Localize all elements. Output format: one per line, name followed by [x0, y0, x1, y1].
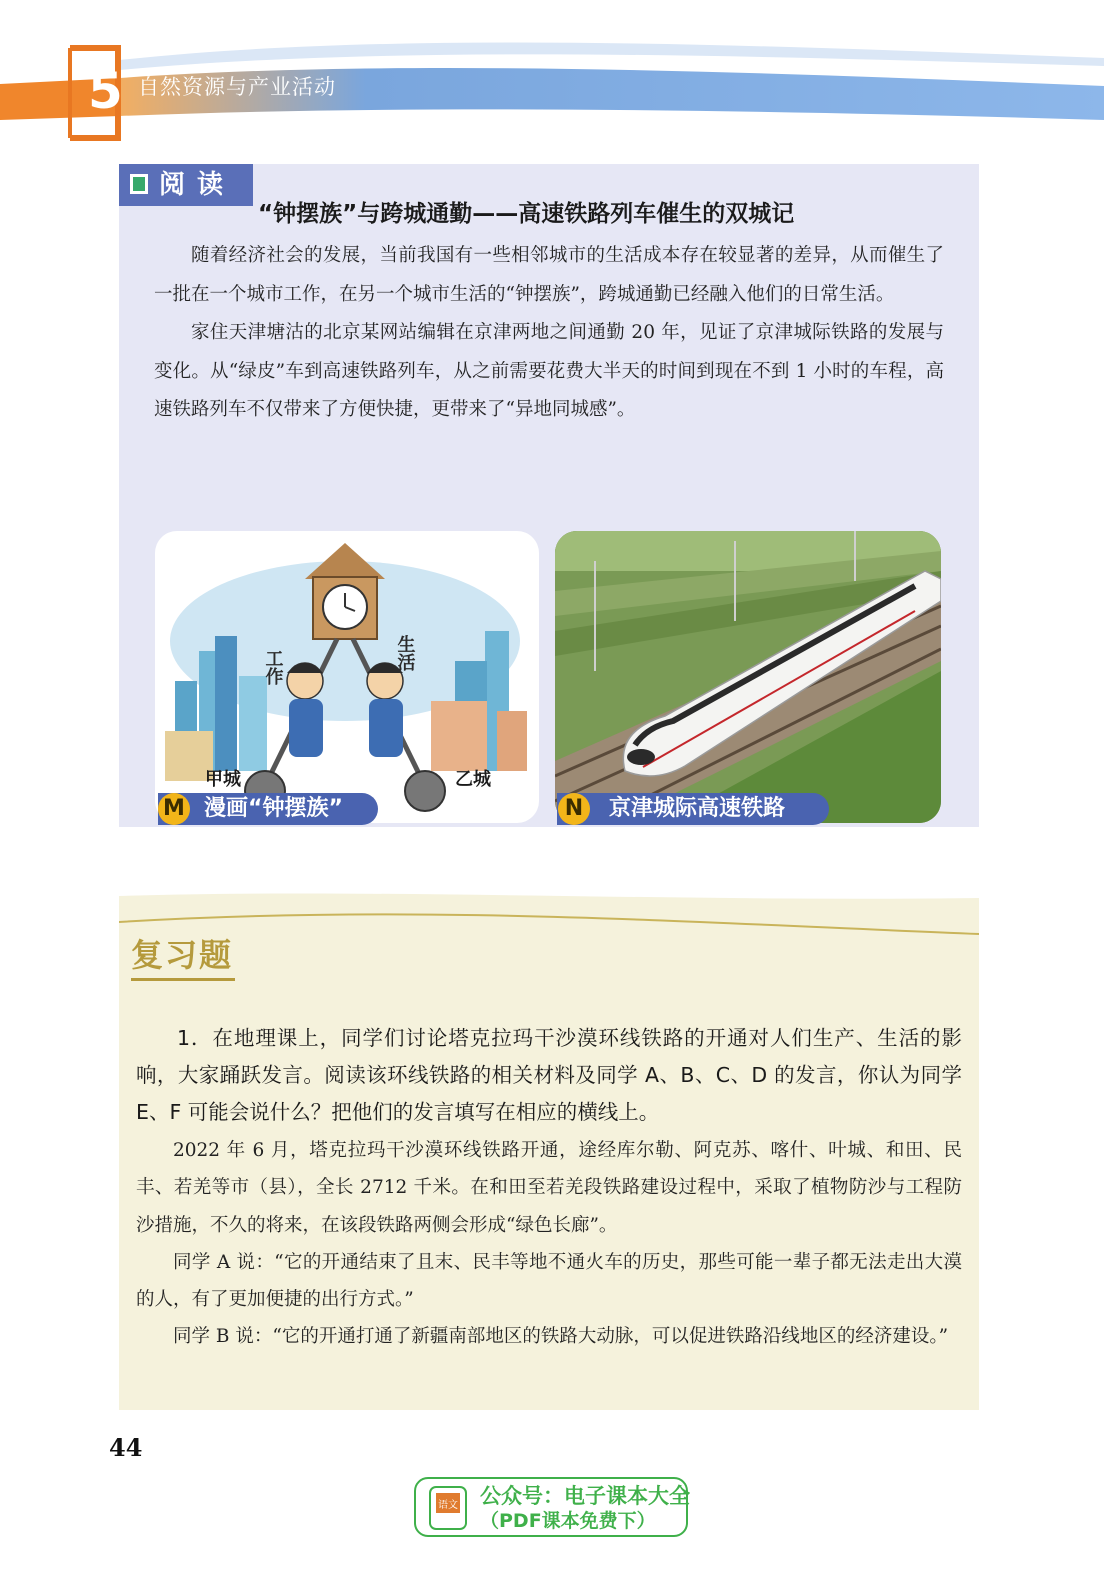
reading-paragraph: 随着经济社会的发展，当前我国有一些相邻城市的生活成本存在较显著的差异，从而催生了一批在一个城市工作，在另一个城市生活的“钟摆族”，跨城通勤已经融入他们的日常生活。: [154, 245, 944, 305]
watermark-line2: （PDF课本免费下）: [480, 1510, 656, 1532]
question-text: 1．在地理课上，同学们讨论塔克拉玛干沙漠环线铁路的开通对人们生产、生活的影响，大家踊跃发言。阅读该环线铁路的相关材料及同学 A、B、C、D 的发言，你认为同学 E、F 可能会说什么？把他们的发言填写在相应的横线上。: [136, 1026, 962, 1124]
textbook-logo-icon: [426, 1485, 470, 1531]
chapter-number: 5: [88, 62, 123, 120]
watermark-badge: [414, 1477, 688, 1537]
figure-n-letter: N: [558, 793, 590, 825]
reading-title: “钟摆族”与跨城通勤——高速铁路列车催生的双城记: [258, 201, 795, 227]
city-a-label: 甲城: [205, 769, 241, 790]
figure-m-letter: M: [158, 793, 190, 825]
work-label: 工作: [262, 649, 284, 685]
logo-text: 语文: [438, 1500, 458, 1511]
reading-tab-label: 阅读: [159, 170, 236, 200]
review-title: 复习题: [131, 936, 234, 974]
material-paragraph: 2022 年 6 月，塔克拉玛干沙漠环线铁路开通，途经库尔勒、阿克苏、喀什、叶城、和田、民丰、若羌等市（县），全长 2712 千米。在和田至若羌段铁路建设过程中，采取了植物防沙与工程防沙措施，不久的将来，在该段铁路两侧会形成“绿色长廊”。: [136, 1140, 962, 1236]
reading-paragraph: 家住天津塘沽的北京某网站编辑在京津两地之间通勤 20 年，见证了京津城际铁路的发展与变化。从“绿皮”车到高速铁路列车，从之前需要花费大半天的时间到现在不到 1 小时的车程，高速铁路列车不仅带来了方便快捷，更带来了“异地同城感”。: [154, 322, 944, 420]
high-speed-train-photo: [555, 531, 941, 823]
life-label: 生活: [394, 635, 416, 671]
review-material: [136, 1132, 962, 1356]
figure-n-caption: 京津城际高速铁路: [557, 793, 829, 825]
reading-tab: [119, 164, 253, 206]
review-title-underline: [131, 978, 235, 981]
chapter-title: 自然资源与产业活动: [138, 75, 336, 99]
watermark-line1: 公众号：电子课本大全: [480, 1484, 690, 1508]
figure-pendulum-cartoon: [155, 531, 539, 823]
pendulum-cartoon-illustration: [155, 531, 539, 823]
page-number: 44: [109, 1433, 143, 1462]
review-question: [136, 1020, 962, 1131]
student-a-statement: 同学 A 说：“它的开通结束了且末、民丰等地不通火车的历史，那些可能一辈子都无法走出大漠的人，有了更加便捷的出行方式。”: [136, 1251, 962, 1311]
figure-m-caption: 漫画“钟摆族”: [158, 793, 378, 825]
figure-high-speed-railway: [555, 531, 941, 823]
student-b-statement: 同学 B 说：“它的开通打通了新疆南部地区的铁路大动脉，可以促进铁路沿线地区的经济建设。”: [173, 1326, 949, 1348]
city-b-label: 乙城: [455, 769, 491, 790]
book-icon: [130, 174, 148, 194]
reading-body: [154, 237, 944, 430]
chapter-header-band: [0, 0, 1104, 160]
